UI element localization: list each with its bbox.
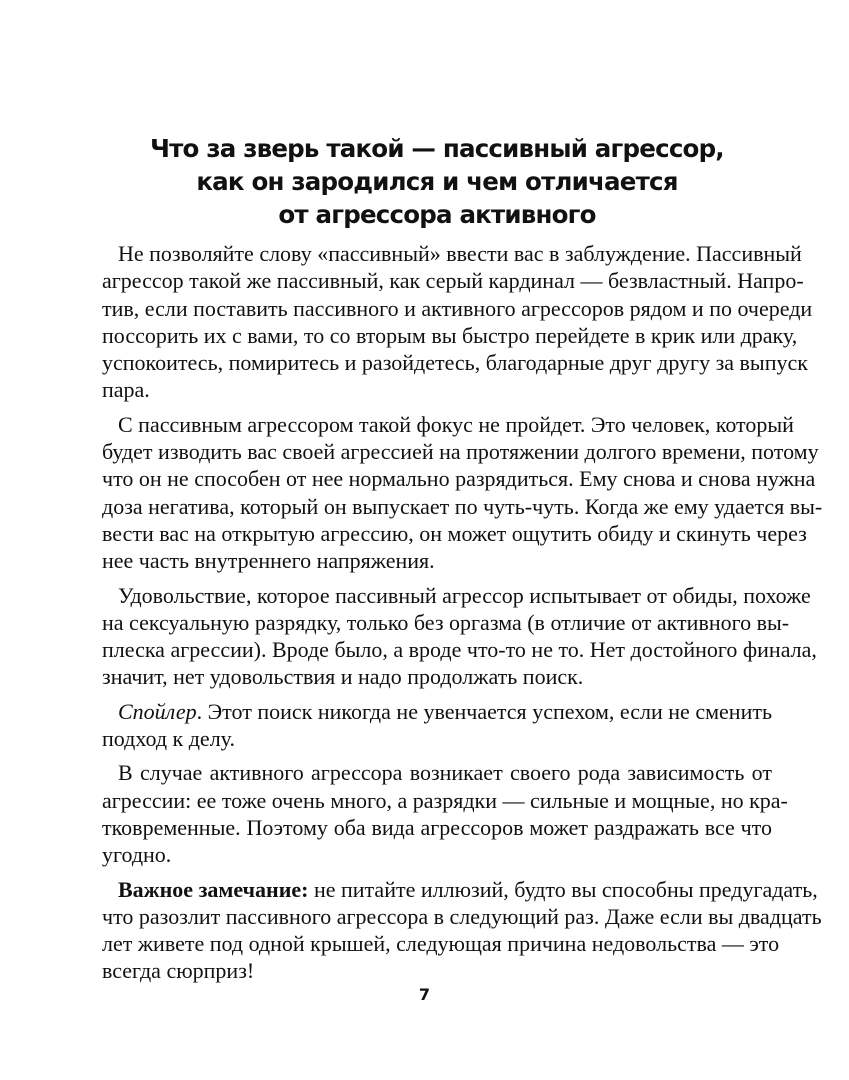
text-line: тковременные. Поэтому оба вида агрессоров может раздражать все что xyxy=(102,814,772,840)
text-line: агрессор такой же пассивный, как серый кардинал — безвластный. Напро- xyxy=(102,268,804,294)
text-line: что он не способен от нее нормально разрядиться. Ему снова и снова нужна xyxy=(102,466,816,492)
text-line: на сексуальную разрядку, только без оргазма (в отличие от активного вы- xyxy=(102,609,790,635)
text-line: доза негатива, который он выпускает по чуть-чуть. Когда же ему удается вы- xyxy=(102,493,823,519)
text-line: пара. xyxy=(102,377,150,403)
text-run: не питайте иллюзий, будто вы способны предугадать, xyxy=(308,876,818,902)
paragraph xyxy=(102,876,822,985)
text-line xyxy=(102,876,818,903)
bold-lead: Важное замечание: xyxy=(118,876,309,902)
text-line: нее часть внутреннего напряжения. xyxy=(102,548,435,574)
body-text xyxy=(102,240,823,985)
paragraph xyxy=(102,411,823,575)
text-line: Не позволяйте слову «пассивный» ввести вас в заблуждение. Пассивный xyxy=(118,241,802,266)
paragraph xyxy=(102,698,772,753)
text-line: что разозлит пассивного агрессора в следующий раз. Даже если вы двадцать xyxy=(102,903,822,929)
text-line: будет изводить вас своей агрессией на протяжении долгого времени, потому xyxy=(102,439,819,465)
page-number: 7 xyxy=(418,985,431,1004)
text-line: тив, если поставить пассивного и активного агрессоров рядом и по очереди xyxy=(102,295,813,321)
text-line: В случае активного агрессора возникает своего рода зависимость от xyxy=(118,760,772,786)
paragraph xyxy=(102,582,817,691)
text-line: успокоитесь, помиритесь и разойдетесь, благодарные друг другу за выпуск xyxy=(102,350,808,376)
text-line: угодно. xyxy=(102,842,172,868)
text-line: С пассивным агрессором такой фокус не пройдет. Это человек, который xyxy=(118,411,794,437)
text-line: Удовольствие, которое пассивный агрессор испытывает от обиды, похоже xyxy=(118,582,811,608)
chapter-heading xyxy=(80,132,770,231)
text-line: всегда сюрприз! xyxy=(102,958,255,984)
text-line xyxy=(102,698,772,725)
text-line: значит, нет удовольствия и надо продолжать поиск. xyxy=(102,664,584,690)
text-line: лет живете под одной крышей, следующая причина недовольства — это xyxy=(102,931,780,957)
text-line: агрессии: ее тоже очень много, а разрядки — сильные и мощные, но кра- xyxy=(102,787,788,813)
paragraph xyxy=(102,759,788,868)
text-line: подход к делу. xyxy=(102,726,235,752)
heading-line: от агрессора активного xyxy=(278,200,596,229)
text-line: вести вас на открытую агрессию, он может ощутить обиду и скинуть через xyxy=(102,520,807,546)
heading-line: как он зародился и чем отличается xyxy=(196,167,678,196)
text-run: . Этот поиск никогда не увенчается успехом, если не сменить xyxy=(196,698,772,724)
text-line: плеска агрессии). Вроде было, а вроде что-то не то. Нет достойного финала, xyxy=(102,637,817,663)
heading-line: Что за зверь такой — пассивный агрессор, xyxy=(150,134,724,163)
text-line: поссорить их с вами, то со вторым вы быстро перейдете в крик или драку, xyxy=(102,322,798,348)
italic-lead: Спойлер xyxy=(118,698,197,724)
paragraph xyxy=(102,240,813,404)
